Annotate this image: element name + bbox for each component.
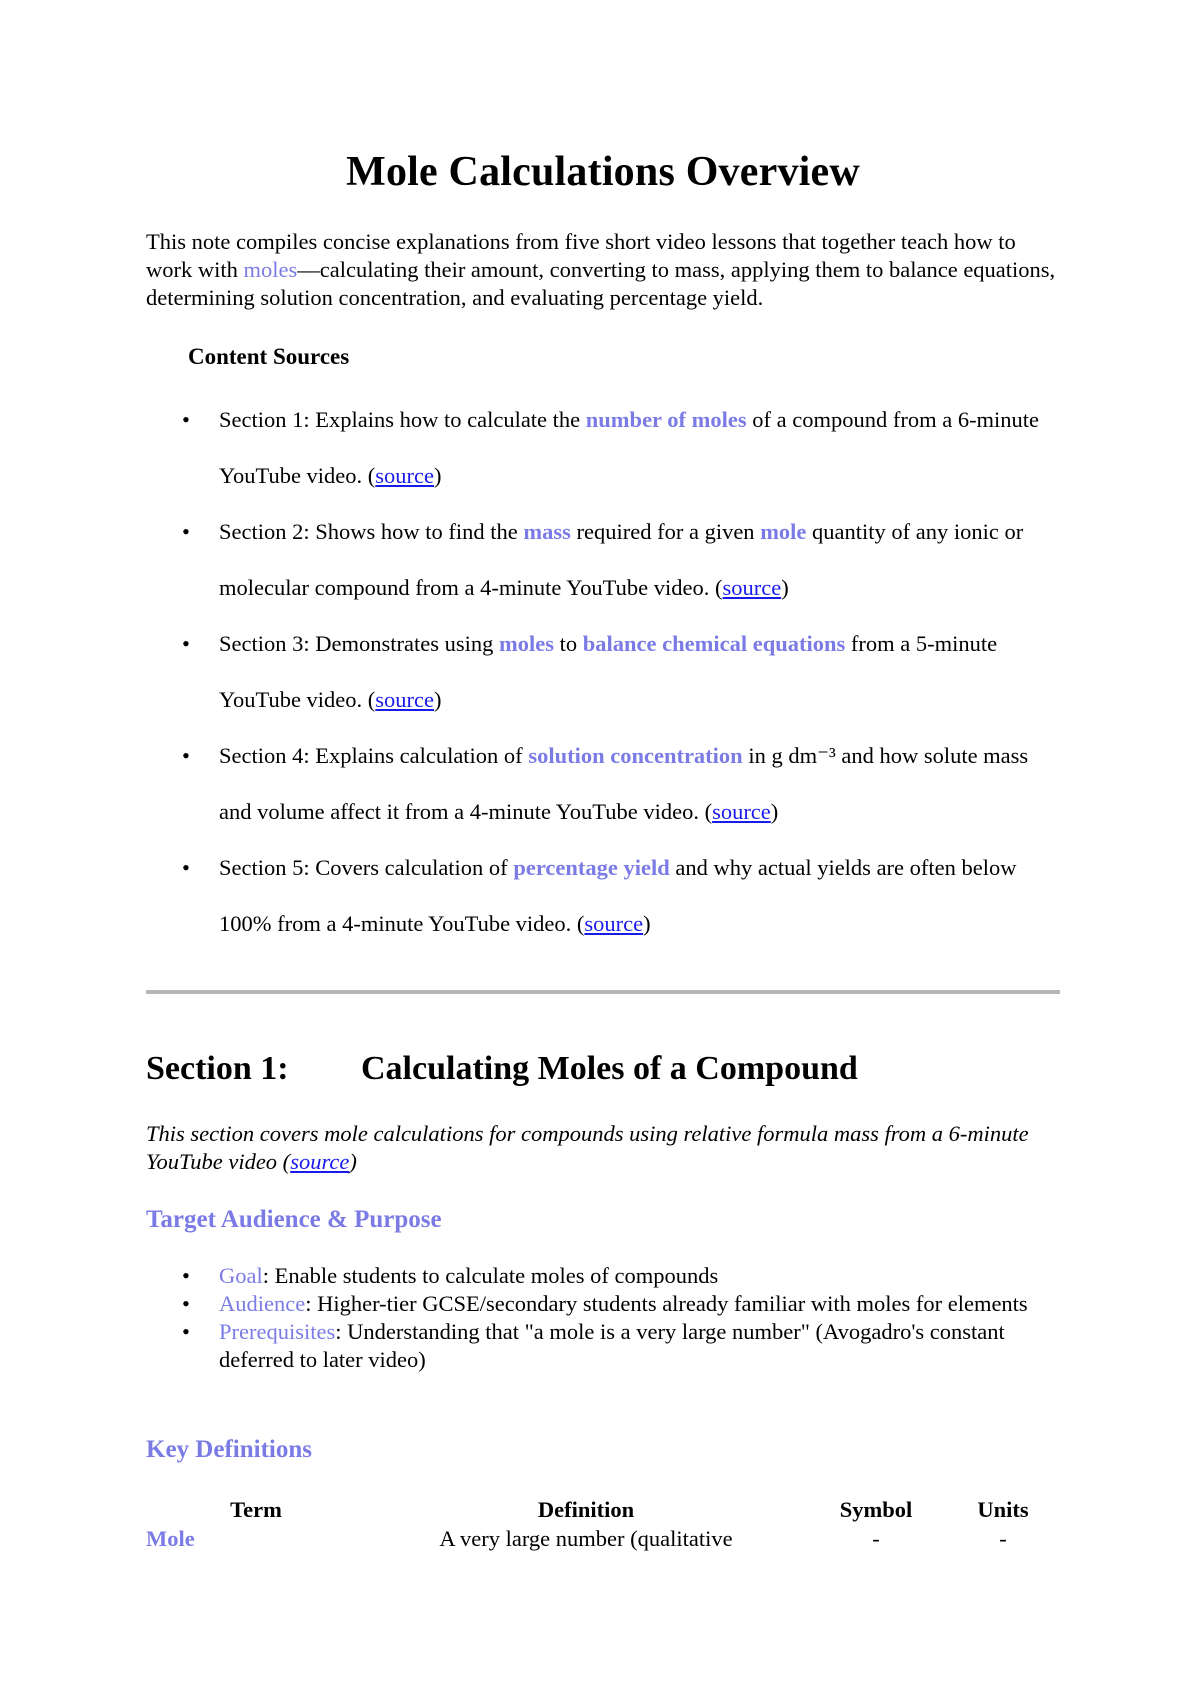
source-item-5: • Section 5: Covers calculation of percentage yield and why actual yields are often below 100% from a 4-minute YouTube video. (source) [146, 840, 1060, 952]
section-1-title: Calculating Moles of a Compound [361, 1050, 858, 1087]
sources-list [146, 392, 1060, 952]
cell-symbol: - [872, 1526, 880, 1551]
section-1-source-link[interactable]: source [290, 1149, 350, 1174]
cell-term: Mole [146, 1526, 195, 1551]
horizontal-divider [146, 990, 1060, 994]
target-audience-heading: Target Audience & Purpose [146, 1206, 442, 1233]
section-1-heading [146, 1050, 858, 1088]
header-units: Units [977, 1497, 1029, 1522]
source-item-1: • Section 1: Explains how to calculate the number of moles of a compound from a 6-minute YouTube video. (source) [146, 392, 1060, 504]
intro-paragraph [146, 228, 1060, 312]
audience-item-audience: • Audience: Higher-tier GCSE/secondary students already familiar with moles for elements [146, 1290, 1060, 1318]
source-item-3: • Section 3: Demonstrates using moles to balance chemical equations from a 5-minute YouTube video. (source) [146, 616, 1060, 728]
source-link-5[interactable]: source [584, 911, 644, 936]
header-definition: Definition [537, 1497, 635, 1522]
key-definitions-heading: Key Definitions [146, 1436, 312, 1463]
intro-text-end: —calculating their amount, converting to mass, applying them to balance equations, determining solution concentration, and evaluating percentage yield. [146, 257, 1056, 310]
source-item-2: • Section 2: Shows how to find the mass required for a given mole quantity of any ionic or molecular compound from a 4-minute YouTube video. (source) [146, 504, 1060, 616]
content-sources-heading: Content Sources [188, 344, 350, 369]
source-link-3[interactable]: source [375, 687, 435, 712]
section-1-number: Section 1: [146, 1050, 289, 1087]
table-row [146, 1526, 1060, 1556]
section-1-lead: This section covers mole calculations for compounds using relative formula mass from a 6-minute YouTube video (source) [146, 1121, 1029, 1174]
header-term: Term [230, 1497, 282, 1522]
intro-text-start: This note compiles concise explanations from five short video lessons that together teach how to work with [146, 229, 1016, 282]
cell-definition: A very large number (qualitative [439, 1526, 733, 1551]
table-header-row [146, 1494, 1060, 1526]
audience-list [146, 1262, 1060, 1374]
source-link-2[interactable]: source [722, 575, 782, 600]
audience-item-goal: • Goal: Enable students to calculate moles of compounds [146, 1262, 1060, 1290]
definitions-table [146, 1494, 1060, 1556]
source-link-4[interactable]: source [712, 799, 771, 824]
audience-item-prerequisites: • Prerequisites: Understanding that "a mole is a very large number" (Avogadro's constant deferred to later video) [146, 1318, 1060, 1374]
source-link-1[interactable]: source [375, 463, 435, 488]
page-title: Mole Calculations Overview [346, 149, 860, 195]
cell-units: - [999, 1526, 1007, 1551]
intro-highlight-moles: moles [243, 257, 298, 282]
header-symbol: Symbol [839, 1497, 913, 1522]
source-item-4: • Section 4: Explains calculation of solution concentration in g dm⁻³ and how solute mass and volume affect it from a 4-minute YouTube video. (source) [146, 728, 1060, 840]
